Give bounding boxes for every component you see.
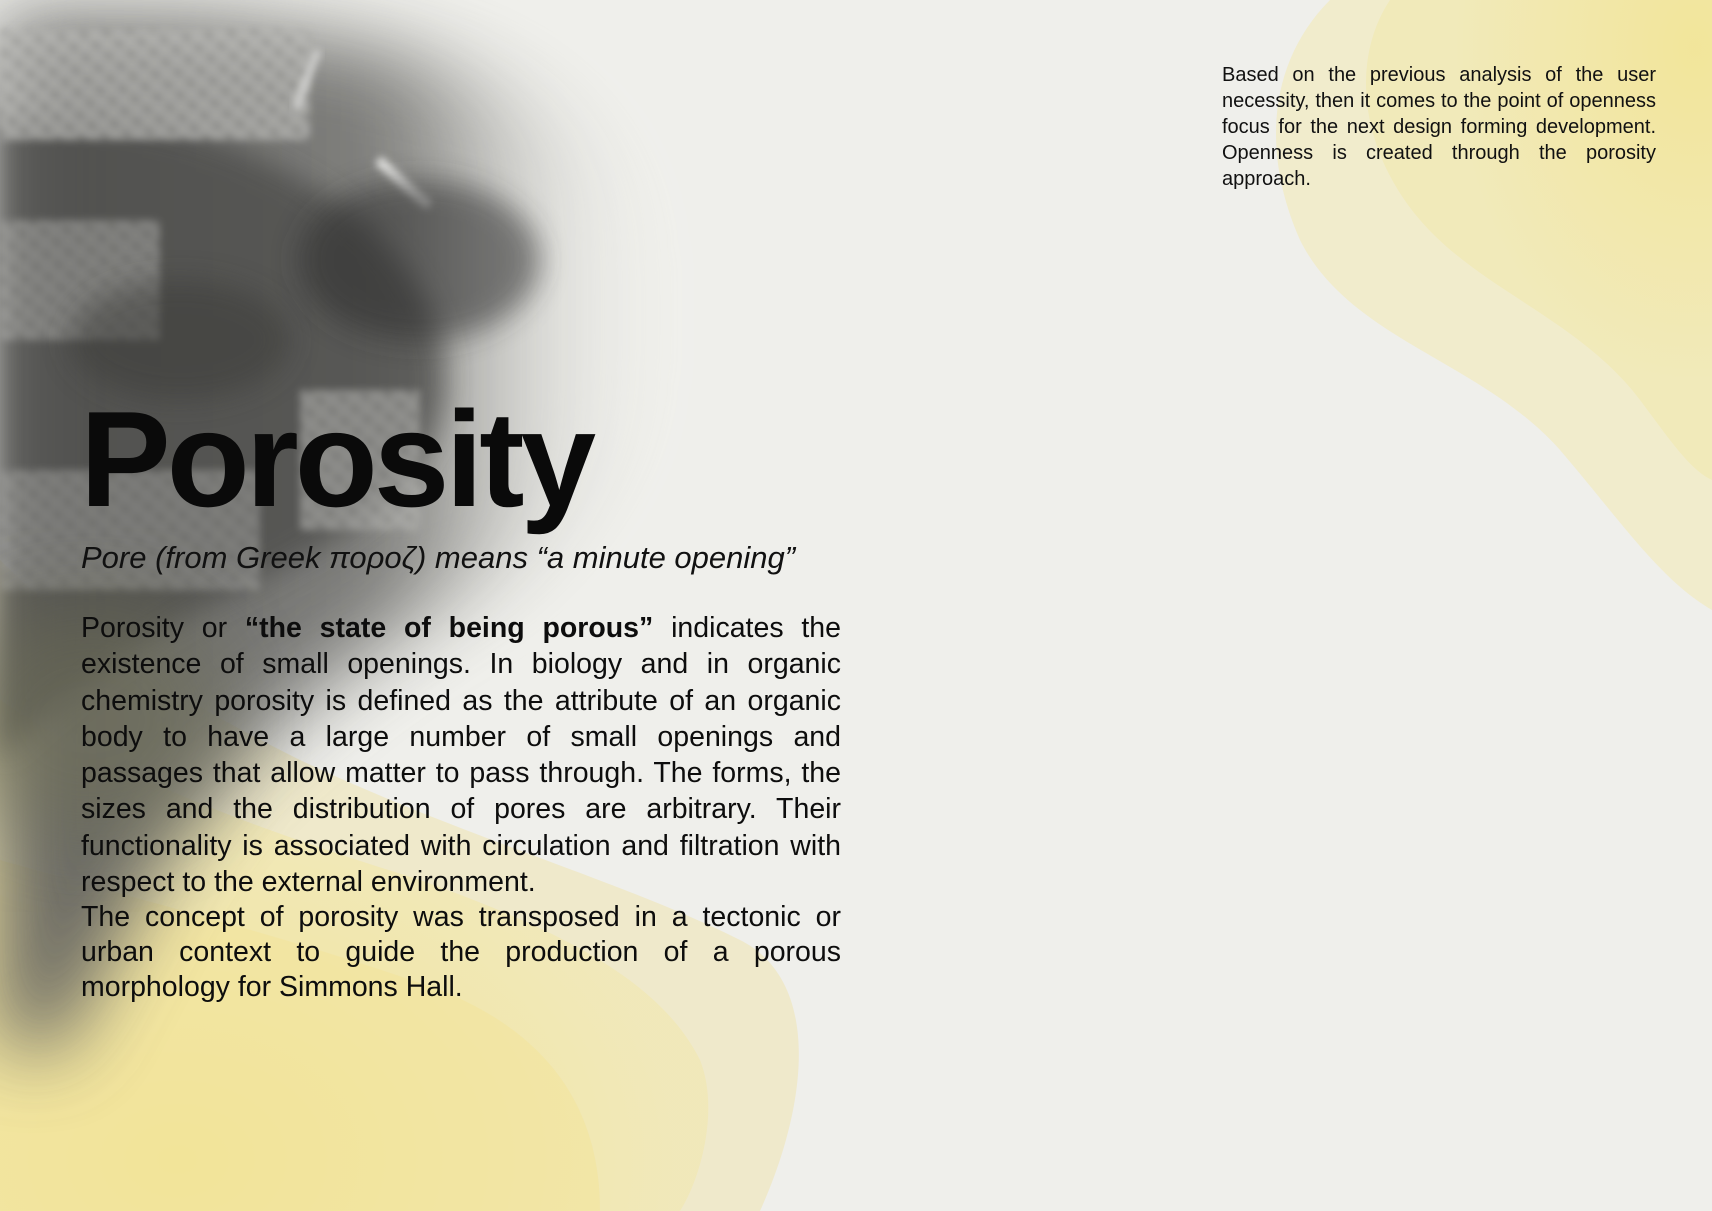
body-text bbox=[81, 610, 841, 1004]
intro-note: Based on the previous analysis of the user necessity, then it comes to the point of openness focus for the next design forming development. Openness is created through the porosity approach. bbox=[1222, 64, 1656, 190]
body-paragraph-1-rest: indicates the existence of small openings. In biology and in organic chemistry porosity is defined as the attribute of an organic body to have a large number of small openings and passages that allow matter to pass through. The forms, the sizes and the distribution of pores are arbitrary. Their functionality is associated with circulation and filtration with respect to the external environment. bbox=[81, 612, 841, 899]
body-paragraph-1 bbox=[81, 610, 841, 900]
body-paragraph-1-lead: Porosity or bbox=[81, 612, 245, 644]
subtitle: Pore (from Greek ποροζ) means “a minute opening” bbox=[81, 540, 796, 575]
page-title: Porosity bbox=[80, 383, 593, 535]
body-paragraph-1-emphasis: “the state of being porous” bbox=[244, 612, 654, 644]
body-paragraph-2: The concept of porosity was transposed in a tectonic or urban context to guide the production of a porous morphology for Simmons Hall. bbox=[81, 901, 841, 1003]
